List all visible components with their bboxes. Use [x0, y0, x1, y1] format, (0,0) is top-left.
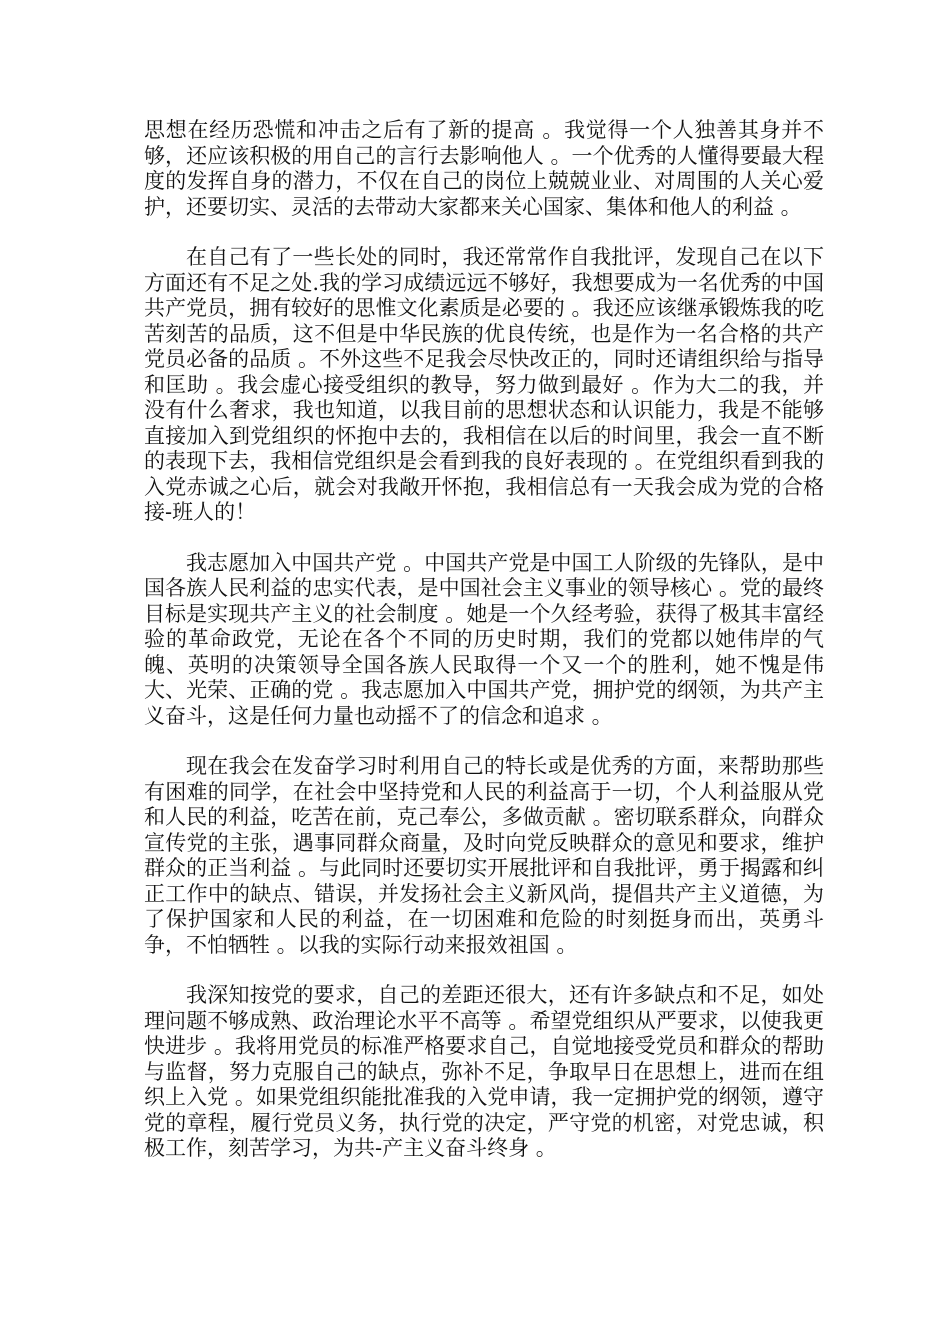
document-body	[144, 118, 824, 1187]
paragraph-continuation: 思想在经历恐慌和冲击之后有了新的提高 。我觉得一个人独善其身并不够，还应该积极的用自己的言行去影响他人 。一个优秀的人懂得要最大程度的发挥自身的潜力，不仅在自己的岗位上兢兢业业、对周围的人关心爱护，还要切实、灵活的去带动大家都来关心国家、集体和他人的利益 。	[144, 118, 824, 219]
paragraph-self-criticism: 在自己有了一些长处的同时，我还常常作自我批评，发现自己在以下方面还有不足之处.我的学习成绩远远不够好，我想要成为一名优秀的中国共产党员，拥有较好的思惟文化素质是必要的 。我还应该继承锻炼我的吃苦刻苦的品质，这不但是中华民族的优良传统，也是作为一名合格的共产党员必备的品质 。不外这些不足我会尽快改正的，同时还请组织给与指导和匡助 。我会虚心接受组织的教导，努力做到最好 。作为大二的我，并没有什么奢求，我也知道，以我目前的思想状态和认识能力，我是不能够直接加入到党组织的怀抱中去的，我相信在以后的时间里，我会一直不断的表现下去，我相信党组织是会看到我的良好表现的 。在党组织看到我的入党赤诚之心后，就会对我敞开怀抱，我相信总有一天我会成为党的合格接-班人的！	[144, 245, 824, 524]
paragraph-current-actions: 现在我会在发奋学习时利用自己的特长或是优秀的方面，来帮助那些有困难的同学，在社会中坚持党和人民的利益高于一切，个人利益服从党和人民的利益，吃苦在前，克己奉公，多做贡献 。密切联系群众，向群众宣传党的主张，遇事同群众商量，及时向党反映群众的意见和要求，维护群众的正当利益 。与此同时还要切实开展批评和自我批评，勇于揭露和纠正工作中的缺点、错误，并发扬社会主义新风尚，提倡共产主义道德，为了保护国家和人民的利益，在一切困难和危险的时刻挺身而出，英勇斗争，不怕牺牲 。以我的实际行动来报效祖国 。	[144, 754, 824, 957]
paragraph-volunteer-join: 我志愿加入中国共产党 。中国共产党是中国工人阶级的先锋队，是中国各族人民利益的忠实代表，是中国社会主义事业的领导核心 。党的最终目标是实现共产主义的社会制度 。她是一个久经考验，获得了极其丰富经验的革命政党，无论在各个不同的历史时期，我们的党都以她伟岸的气魄、英明的决策领导全国各族人民取得一个又一个的胜利，她不愧是伟大、光荣、正确的党 。我志愿加入中国共产党，拥护党的纲领，为共产主义奋斗，这是任何力量也动摇不了的信念和追求 。	[144, 550, 824, 728]
paragraph-commitment: 我深知按党的要求，自己的差距还很大，还有许多缺点和不足，如处理问题不够成熟、政治理论水平不高等 。希望党组织从严要求，以使我更快进步 。我将用党员的标准严格要求自己，自觉地接受党员和群众的帮助与监督，努力克服自己的缺点，弥补不足，争取早日在思想上，进而在组织上入党 。如果党组织能批准我的入党申请，我一定拥护党的纲领，遵守党的章程，履行党员义务，执行党的决定，严守党的机密，对党忠诚，积极工作，刻苦学习，为共-产主义奋斗终身 。	[144, 983, 824, 1160]
